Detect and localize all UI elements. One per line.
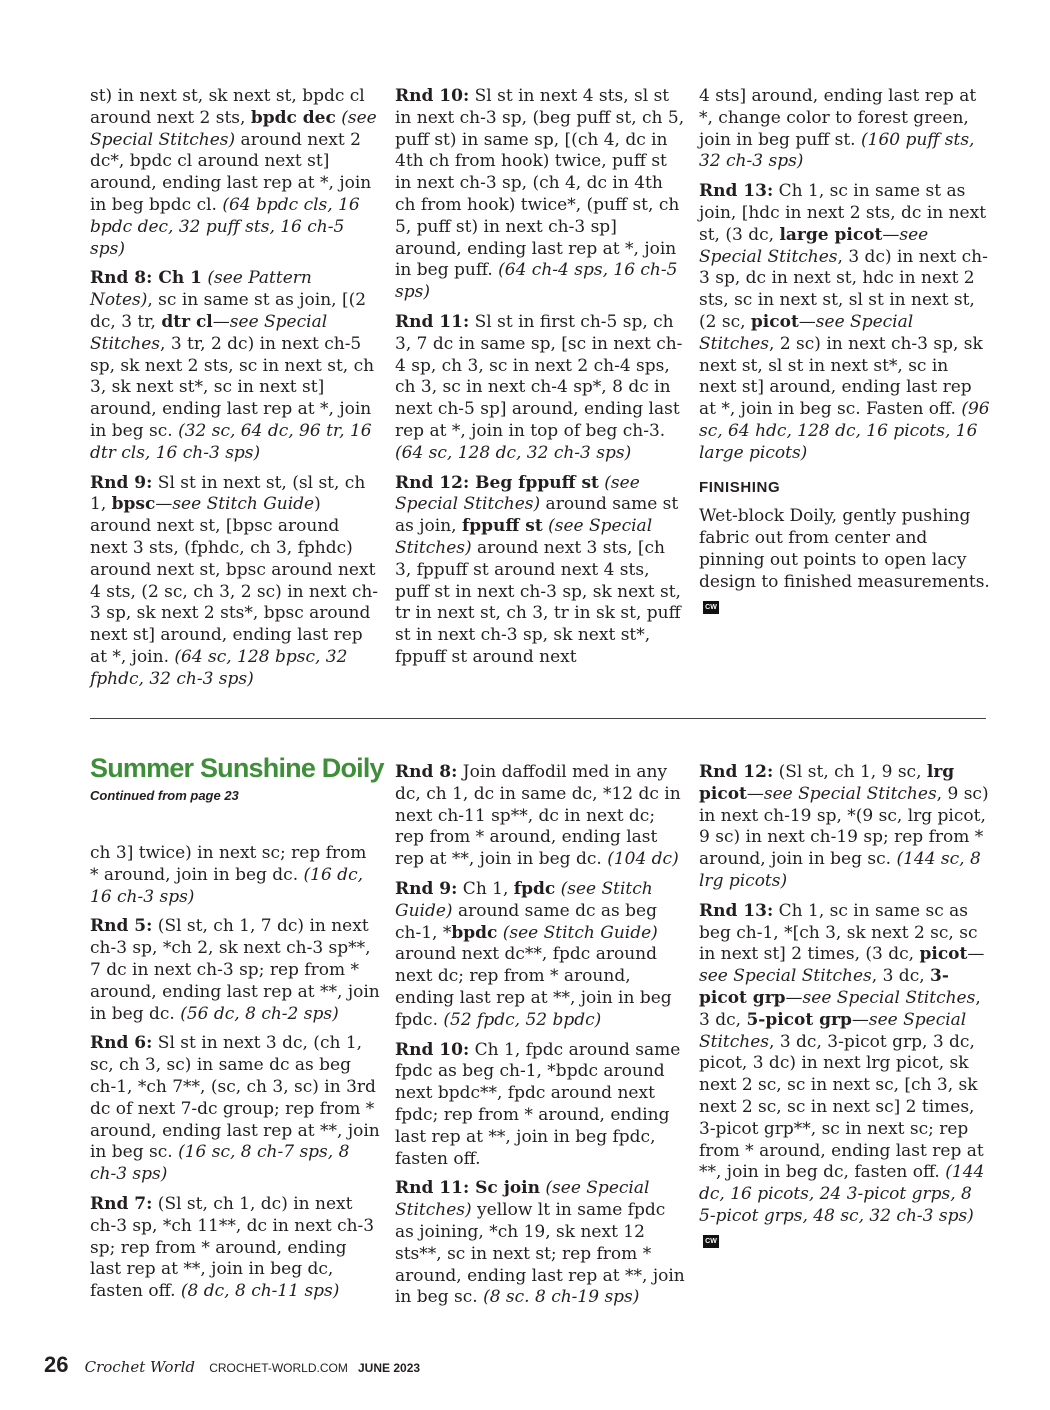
pattern-paragraph	[90, 1033, 380, 1186]
pattern-paragraph	[90, 268, 380, 464]
round-label: Rnd 8: Ch 1	[90, 268, 202, 289]
paragraph-text: Ch 1, sc in same sc as beg ch-1, *[ch 3, sk next 2 sc, sc in next st] 2 times, (3 dc, picot—see Special Stitches, 3 dc, 3-picot grp—see Special Stitches, 3 dc, 5-picot grp—see Special Stitches, 3 dc, 3-picot grp, 3 dc, picot, 3 dc) in next lrg picot, sk next 2 sc, sc in next sc, [ch 3, sk next 2 sc, sc in next sc] 2 times, 3-picot grp**, sc in next sc; rep from * around, ending last rep at **, join in beg dc, fasten off. (144 dc, 16 picots, 24 3-picot grps, 8 5-picot grps, 48 sc, 32 ch-3 sps)	[699, 900, 985, 1226]
pattern-paragraph	[90, 843, 380, 908]
continued-note: Continued from page 23	[90, 788, 239, 803]
round-label: Rnd 9:	[395, 878, 458, 899]
pattern-paragraph	[395, 1040, 685, 1171]
round-label: Rnd 8:	[395, 762, 458, 782]
pattern-paragraph	[699, 901, 991, 1250]
round-label: Rnd 6:	[90, 1033, 153, 1054]
paragraph-text: Sl st in first ch-5 sp, ch 3, 7 dc in same sp, [sc in next ch-4 sp, ch 3, sc in next 2 ch-4 sps, ch 3, sc in next ch-4 sp*, 8 dc in next ch-5 sp] around, ending last rep at *, join in top of beg ch-3. (64 sc, 128 dc, 32 ch-3 sps)	[395, 311, 683, 463]
paragraph-text: Sl st in next 4 sts, sl st in next ch-3 sp, (beg puff st, ch 5, puff st) in same sp, [(ch 4, dc in 4th ch from hook) twice, puff st in next ch-3 sp, (ch 4, dc in 4th ch from hook) twice*, (puff st, ch 5, puff st) in next ch-3 sp] around, ending last rep at *, join in beg puff. (64 ch-4 sps, 16 ch-5 sps)	[395, 86, 685, 303]
pattern-paragraph	[90, 86, 380, 260]
pattern-paragraph	[699, 762, 991, 893]
round-label: Rnd 13:	[699, 181, 774, 202]
finishing-body: Wet-block Doily, gently pushing fabric out from center and pinning out points to open lacy design to finished measurements.	[699, 506, 990, 592]
round-label: Rnd 11:	[395, 311, 470, 332]
pattern-paragraph	[395, 762, 685, 871]
top-column-3-rounds	[699, 86, 991, 465]
paragraph-text: Join daffodil med in any dc, ch 1, dc in same dc, *12 dc in next ch-11 sp**, dc in next dc; rep from * around, ending last rep at **, join in beg dc. (104 dc)	[395, 762, 681, 870]
top-column-1	[90, 86, 380, 699]
round-label: Rnd 10:	[395, 1039, 470, 1060]
paragraph-text: Ch 1, sc in same st as join, [hdc in next 2 sts, dc in next st, (3 dc, large picot—see Special Stitches, 3 dc) in next ch-3 sp, dc in next st, hdc in next 2 sts, sc in next st, sl st in next st, (2 sc, picot—see Special Stitches, 2 sc) in next ch-3 sp, sk next st, sl st in next st*, sc in next st] around, ending last rep at *, join in beg sc. Fasten off. (96 sc, 64 hdc, 128 dc, 16 picots, 16 large picots)	[699, 181, 990, 463]
article-column-3-rounds	[699, 762, 991, 1250]
article-title: Summer Sunshine Doily	[90, 753, 384, 783]
round-label: Rnd 9:	[90, 472, 153, 493]
pattern-paragraph	[90, 1194, 380, 1303]
paragraph-text: (see Special Stitches) around same st as join, fppuff st (see Special Stitches) around next 3 sts, [ch 3, fppuff st around next 4 sts, puff st in next ch-3 sp, sk next st, tr in next st, ch 3, tr in sk st, puff st in next ch-3 sp, sk next st*, fppuff st around next	[395, 472, 681, 667]
pattern-paragraph	[699, 181, 991, 464]
section-divider	[90, 718, 986, 719]
cw-end-mark-icon: CW	[703, 601, 719, 614]
article-column-3	[699, 762, 991, 1258]
page-footer	[44, 1352, 420, 1378]
paragraph-text: (Sl st, ch 1, 9 sc, lrg picot—see Special Stitches, 9 sc) in next ch-19 sp, *(9 sc, lrg picot, 9 sc) in next ch-19 sp; rep from * around, join in beg sc. (144 sc, 8 lrg picots)	[699, 762, 989, 891]
paragraph-text: (Sl st, ch 1, 7 dc) in next ch-3 sp, *ch 2, sk next ch-3 sp**, 7 dc in next ch-3 sp; rep from * around, ending last rep at **, join in beg dc. (56 dc, 8 ch-2 sps)	[90, 916, 380, 1024]
magazine-name: Crochet World	[84, 1358, 196, 1376]
paragraph-text: Ch 1, fpdc (see Stitch Guide) around same dc as beg ch-1, *bpdc (see Stitch Guide) around next dc**, fpdc around next dc; rep from * around, ending last rep at **, join in beg fpdc. (52 fpdc, 52 bpdc)	[395, 878, 672, 1030]
paragraph-text: 4 sts] around, ending last rep at *, change color to forest green, join in beg puff st. (160 puff sts, 32 ch-3 sps)	[699, 86, 977, 172]
round-label: Rnd 10:	[395, 86, 470, 106]
pattern-paragraph	[395, 1178, 685, 1309]
round-label: Rnd 11: Sc join	[395, 1178, 540, 1199]
paragraph-text: (see Special Stitches) yellow lt in same fpdc as joining, *ch 19, sk next 12 sts**, sc in next st; rep from * around, ending last rep at **, join in beg sc. (8 sc. 8 ch-19 sps)	[395, 1178, 685, 1308]
finishing-text	[699, 506, 991, 615]
paragraph-text: Sl st in next 3 dc, (ch 1, sc, ch 3, sc) in same dc as beg ch-1, *ch 7**, (sc, ch 3, sc) in 3rd dc of next 7-dc group; rep from * around, ending last rep at **, join in beg sc. (16 sc, 8 ch-7 sps, 8 ch-3 sps)	[90, 1033, 380, 1185]
top-column-3	[699, 86, 991, 623]
pattern-paragraph	[90, 473, 380, 691]
round-label: Rnd 5:	[90, 916, 153, 937]
pattern-paragraph	[395, 86, 685, 304]
pattern-paragraph	[395, 879, 685, 1032]
paragraph-text: ch 3] twice) in next sc; rep from * around, join in beg dc. (16 dc, 16 ch-3 sps)	[90, 843, 367, 907]
pattern-paragraph	[699, 86, 991, 173]
round-label: Rnd 7:	[90, 1193, 153, 1214]
round-label: Rnd 12: Beg fppuff st	[395, 472, 599, 493]
top-column-2	[395, 86, 685, 677]
paragraph-text: Ch 1, fpdc around same fpdc as beg ch-1, *bpdc around next bpdc**, fpdc around next fpdc; rep from * around, ending last rep at **, join in beg fpdc, fasten off.	[395, 1039, 681, 1169]
pattern-paragraph	[395, 312, 685, 465]
paragraph-text: (Sl st, ch 1, dc) in next ch-3 sp, *ch 11**, dc in next ch-3 sp; rep from * around, ending last rep at **, join in beg dc, fasten off. (8 dc, 8 ch-11 sps)	[90, 1193, 375, 1302]
website: CROCHET-WORLD.COM	[209, 1361, 348, 1375]
round-label: Rnd 12:	[699, 762, 774, 782]
round-label: Rnd 13:	[699, 900, 774, 921]
cw-end-mark-icon: CW	[703, 1235, 719, 1248]
pattern-paragraph	[395, 473, 685, 669]
pattern-paragraph	[90, 916, 380, 1025]
issue-date: JUNE 2023	[358, 1361, 421, 1375]
article-column-1	[90, 843, 380, 1311]
paragraph-text: (see Pattern Notes), sc in same st as join, [(2 dc, 3 tr, dtr cl—see Special Stitches, 3 tr, 2 dc) in next ch-5 sp, sk next 2 sts, sc in next st, ch 3, sk next st*, sc in next st] around, ending last rep at *, join in beg sc. (32 sc, 64 dc, 96 tr, 16 dtr cls, 16 ch-3 sps)	[90, 268, 375, 463]
paragraph-text: st) in next st, sk next st, bpdc cl around next 2 sts, bpdc dec (see Special Stitches) around next 2 dc*, bpdc cl around next st] around, ending last rep at *, join in beg bpdc cl. (64 bpdc cls, 16 bpdc dec, 32 puff sts, 16 ch-5 sps)	[90, 86, 377, 259]
article-column-2	[395, 762, 685, 1317]
page-number: 26	[44, 1352, 69, 1377]
paragraph-text: Sl st in next st, (sl st, ch 1, bpsc—see Stitch Guide) around next st, [bpsc around next 3 sts, (fphdc, ch 3, fphdc) around next st, bpsc around next 4 sts, (2 sc, ch 3, 2 sc) in next ch-3 sp, sk next 2 sts*, bpsc around next st] around, ending last rep at *, join. (64 sc, 128 bpsc, 32 fphdc, 32 ch-3 sps)	[90, 472, 379, 689]
finishing-heading: FINISHING	[699, 478, 781, 496]
